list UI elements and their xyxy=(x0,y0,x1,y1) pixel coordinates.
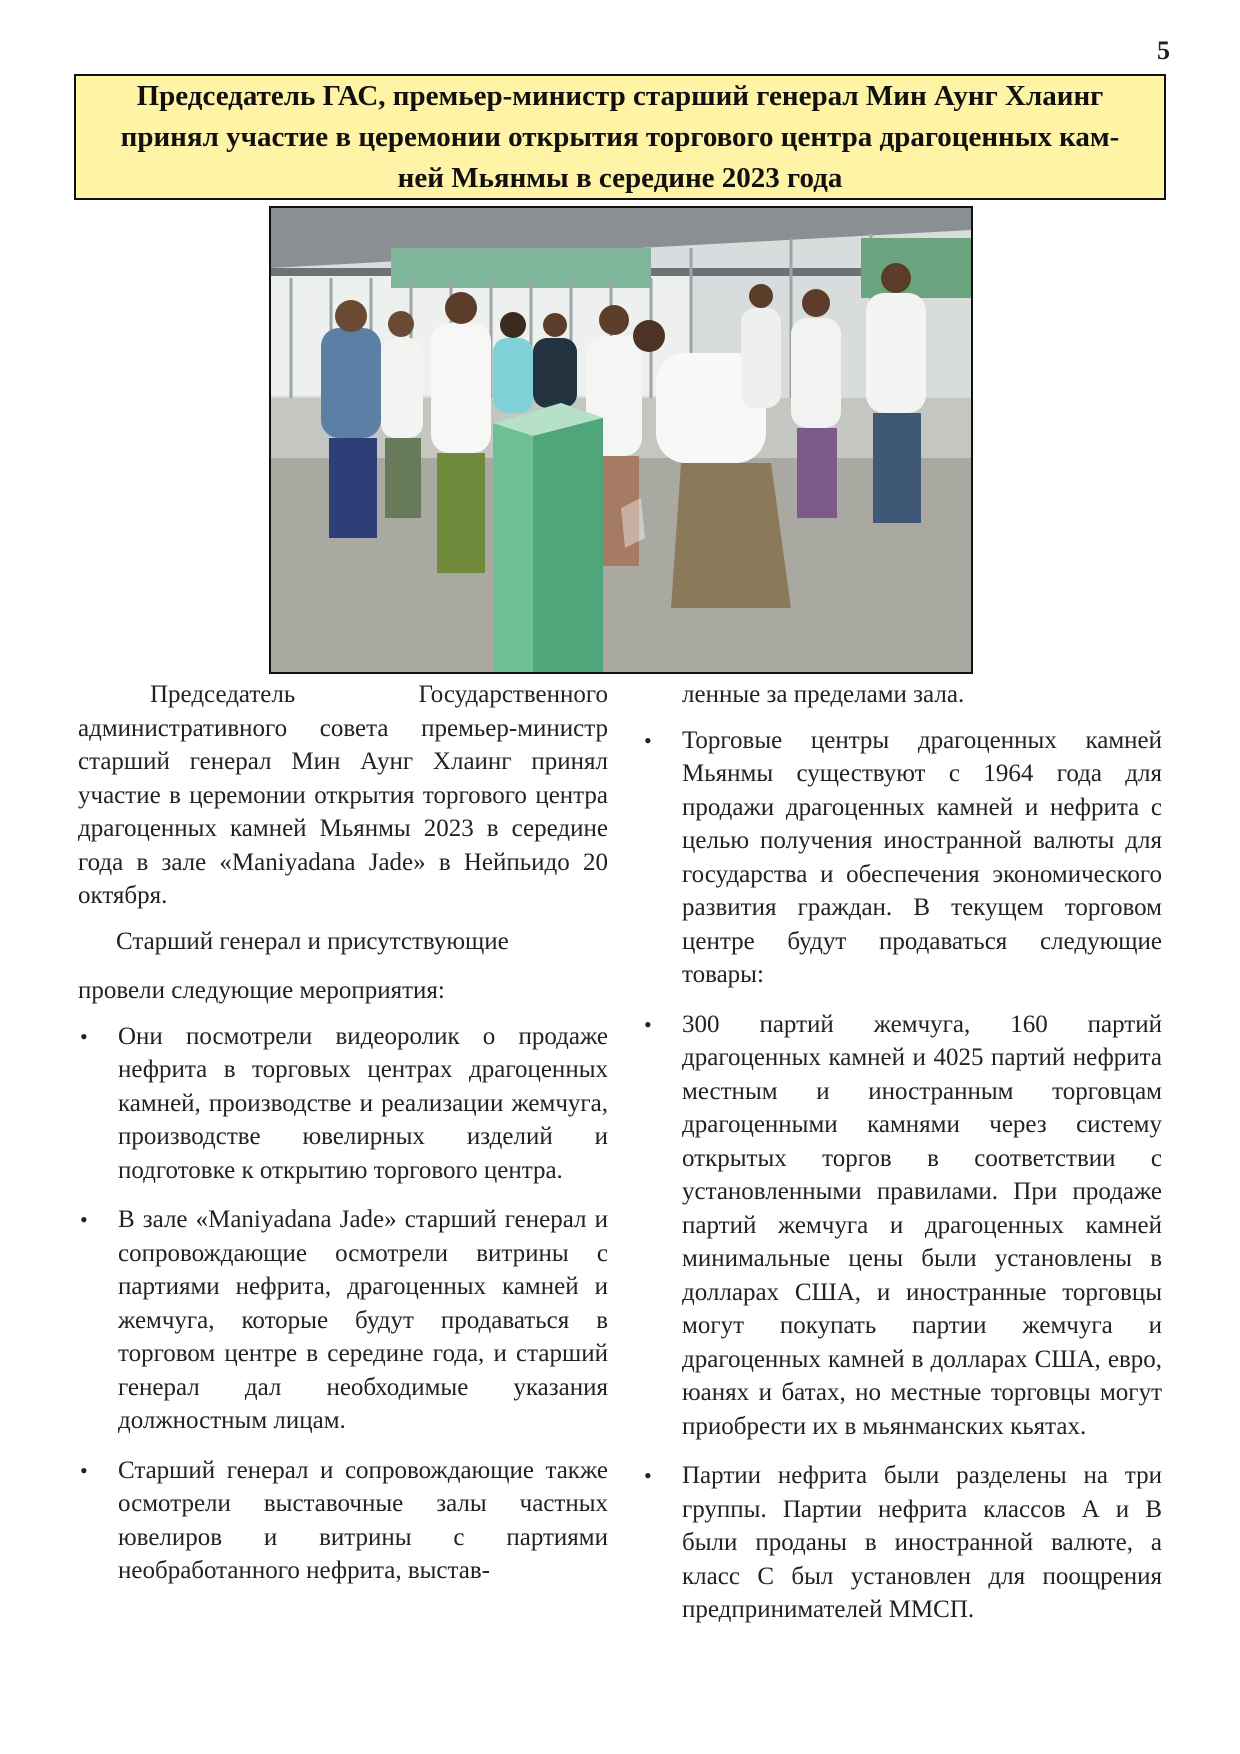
title-line-2: принял участие в церемонии открытия торгового центра драгоценных кам- xyxy=(120,120,1120,153)
intro-paragraph: Председатель Государственного административного совета премьер-министр старший генерал Мин Аунг Хлаинг принял участие в церемонии открытия торгового центра драгоценных камней Мьянмы 2023 в середине года в зале «Maniyadana Jade» в Нейпьидо 20 октября. xyxy=(78,681,608,909)
right-column xyxy=(642,678,1162,1643)
list-item: • Они посмотрели видеоролик о продаже нефрита в торговых центрах драгоценных камней, производстве и реализации жемчуга, производстве ювелирных изделий и подготовке к открытию торгового центра. xyxy=(78,1020,608,1188)
news-photo xyxy=(269,206,973,674)
article-title xyxy=(121,76,1120,199)
lead-line-1: Старший генерал и присутствующие xyxy=(116,927,509,955)
list-item: • Партии нефрита были разделены на три группы. Партии нефрита классов А и В были проданы в иностранной валюте, а класс С был установлен для поощрения предпринимателей ММСП. xyxy=(642,1459,1162,1627)
list-item: • Торговые центры драгоценных камней Мьянмы существуют с 1964 года для продажи драгоценных камней и нефрита с целью получения иностранной валюты для государства и обеспечения экономического развития граждан. В текущем торговом центре будут продаваться следующие товары: xyxy=(642,724,1162,992)
title-line-1: Председатель ГАС, премьер-министр старший генерал Мин Аунг Хлаинг xyxy=(136,79,1104,112)
right-bullet-list xyxy=(642,724,1162,1627)
photo-illustration xyxy=(271,208,971,672)
list-item: • 300 партий жемчуга, 160 партий драгоценных камней и 4025 партий нефрита местным и иностранным торговцам драгоценными камнями через систему открытых торгов в соответствии с установленными правилами. При продаже партий жемчуга и драгоценных камней минимальные цены были установлены в долларах США, и иностранные торговцы могут покупать партии жемчуга и драгоценных камней в долларах США, евро, юанях и батах, но местные торговцы могут приобрести их в мьянманских кьятах. xyxy=(642,1008,1162,1444)
continued-text: ленные за пределами зала. xyxy=(682,681,965,708)
list-item: • В зале «Maniyadana Jade» старший генерал и сопровождающие осмотрели витрины с партиями нефрита, драгоценных камней и жемчуга, которые будут продаваться в торговом центре в середине года, и старший генерал дал необходимые указания должностным лицам. xyxy=(78,1203,608,1438)
lead-line-2: провели следующие мероприятия: xyxy=(78,977,445,1004)
left-bullet-list xyxy=(78,1020,608,1588)
title-line-3: ней Мьянмы в середине 2023 года xyxy=(397,161,843,194)
article-title-box xyxy=(74,74,1166,200)
list-item: • Старший генерал и сопровождающие также осмотрели выставочные залы частных ювелиров и витрины с партиями необработанного нефрита, выстав- xyxy=(78,1454,608,1588)
left-column xyxy=(78,678,608,1604)
page-number: 5 xyxy=(1157,36,1170,65)
